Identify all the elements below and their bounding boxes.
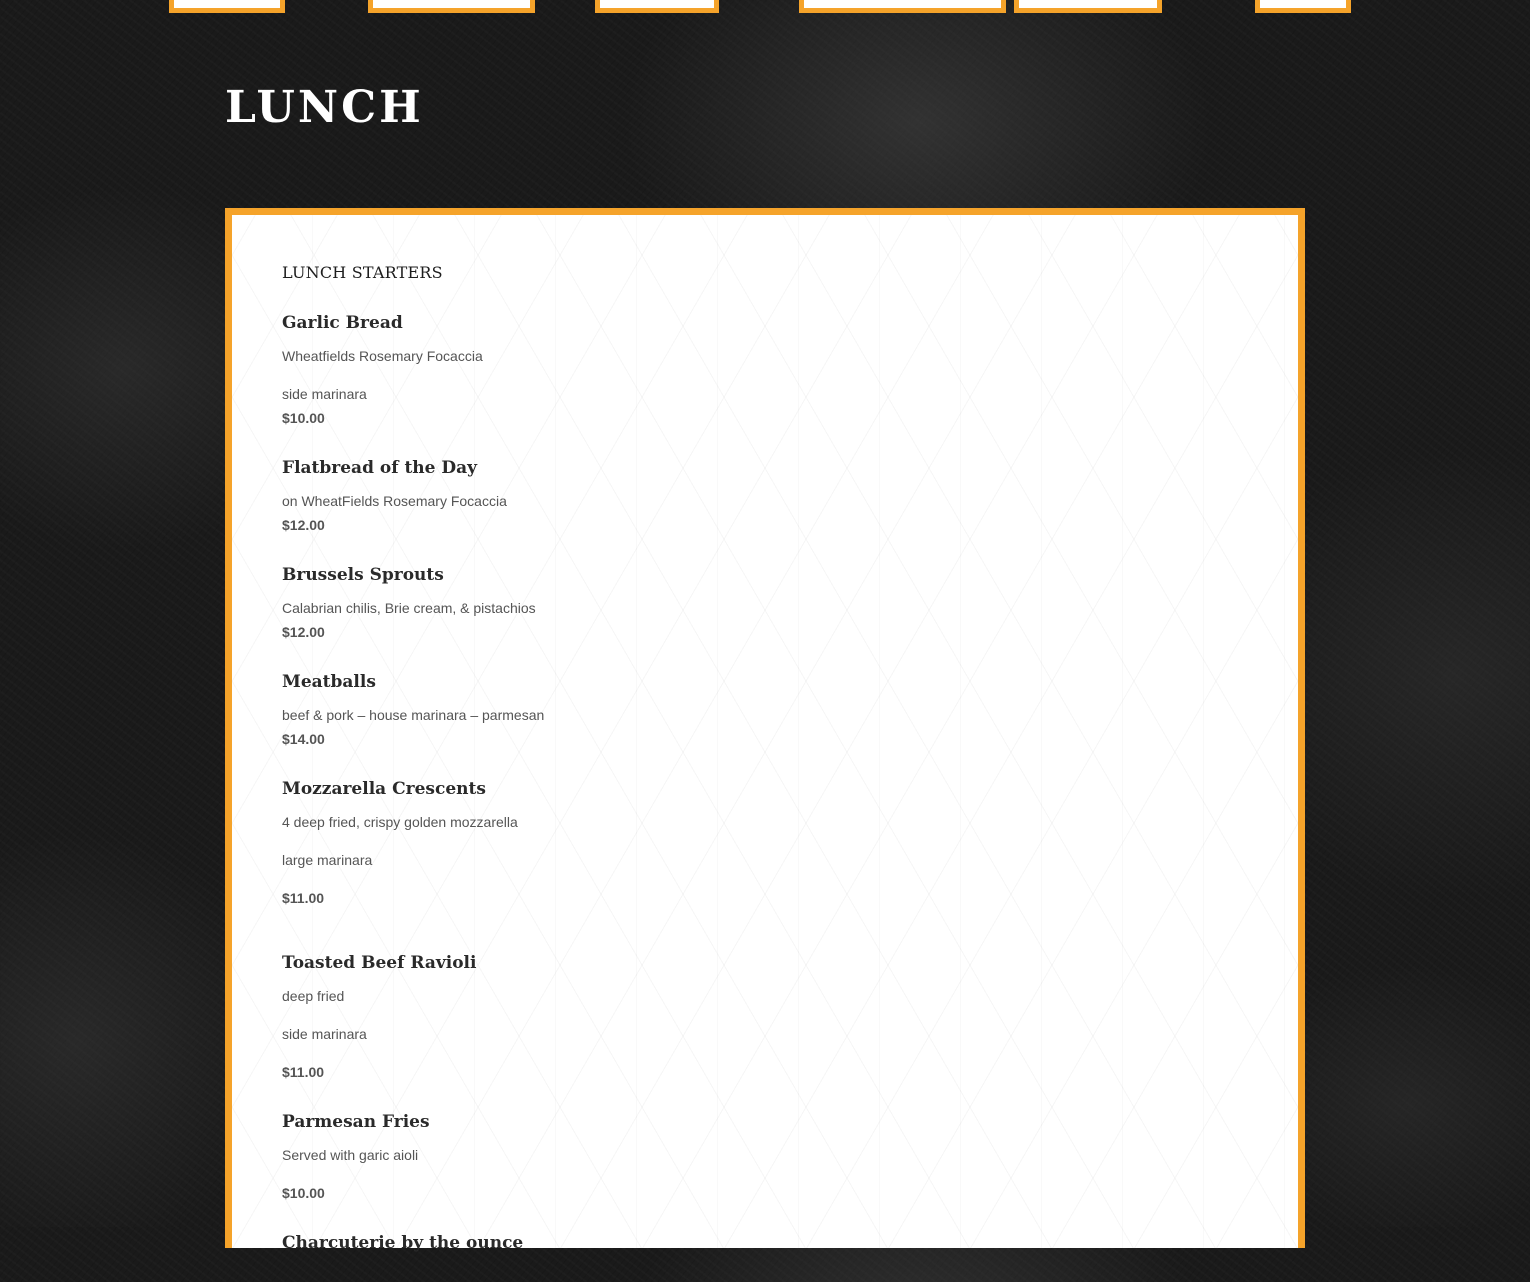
section-heading: LUNCH STARTERS bbox=[282, 263, 443, 282]
item-price: $11.00 bbox=[282, 890, 325, 906]
item-description: Wheatfields Rosemary Focaccia bbox=[282, 348, 483, 364]
item-price: $11.00 bbox=[282, 1064, 325, 1080]
nav-tab-4[interactable] bbox=[799, 0, 1006, 13]
item-name: Toasted Beef Ravioli bbox=[282, 953, 477, 973]
menu-item bbox=[282, 670, 1182, 750]
menu-item bbox=[282, 311, 1182, 429]
nav-tab-1[interactable] bbox=[169, 0, 285, 13]
item-description: Served with garic aioli bbox=[282, 1147, 419, 1163]
menu-item bbox=[282, 456, 1182, 536]
item-name: Charcuterie by the ounce bbox=[282, 1233, 524, 1253]
item-description: Calabrian chilis, Brie cream, & pistachios bbox=[282, 600, 536, 616]
item-description: side marinara bbox=[282, 386, 367, 402]
item-price: $12.00 bbox=[282, 517, 325, 533]
menu-item bbox=[282, 777, 1182, 909]
page-title: LUNCH bbox=[225, 82, 424, 133]
item-price: $12.00 bbox=[282, 624, 325, 640]
menu-card bbox=[225, 208, 1305, 1253]
menu-section bbox=[282, 263, 1182, 1282]
item-price: $14.00 bbox=[282, 731, 325, 747]
item-description: side marinara bbox=[282, 1026, 367, 1042]
menu-item bbox=[282, 1231, 1182, 1255]
menu-item bbox=[282, 1110, 1182, 1204]
item-description: beef & pork – house marinara – parmesan bbox=[282, 707, 545, 723]
item-name: Flatbread of the Day bbox=[282, 458, 478, 478]
item-description: 4 deep fried, crispy golden mozzarella bbox=[282, 814, 518, 830]
nav-tab-6[interactable] bbox=[1255, 0, 1351, 13]
item-description: deep fried bbox=[282, 988, 345, 1004]
nav-tab-5[interactable] bbox=[1014, 0, 1162, 13]
item-description: large marinara bbox=[282, 852, 373, 868]
item-price: $10.00 bbox=[282, 410, 325, 426]
nav-tab-2[interactable] bbox=[368, 0, 535, 13]
item-name: Meatballs bbox=[282, 672, 376, 692]
item-name: Mozzarella Crescents bbox=[282, 779, 486, 799]
nav-tab-3[interactable] bbox=[595, 0, 719, 13]
item-name: Brussels Sprouts bbox=[282, 565, 444, 585]
menu-item bbox=[282, 951, 1182, 1083]
item-price: $10.00 bbox=[282, 1185, 325, 1201]
item-description: on WheatFields Rosemary Focaccia bbox=[282, 493, 507, 509]
item-name: Parmesan Fries bbox=[282, 1112, 430, 1132]
menu-item bbox=[282, 563, 1182, 643]
item-name: Garlic Bread bbox=[282, 313, 403, 333]
